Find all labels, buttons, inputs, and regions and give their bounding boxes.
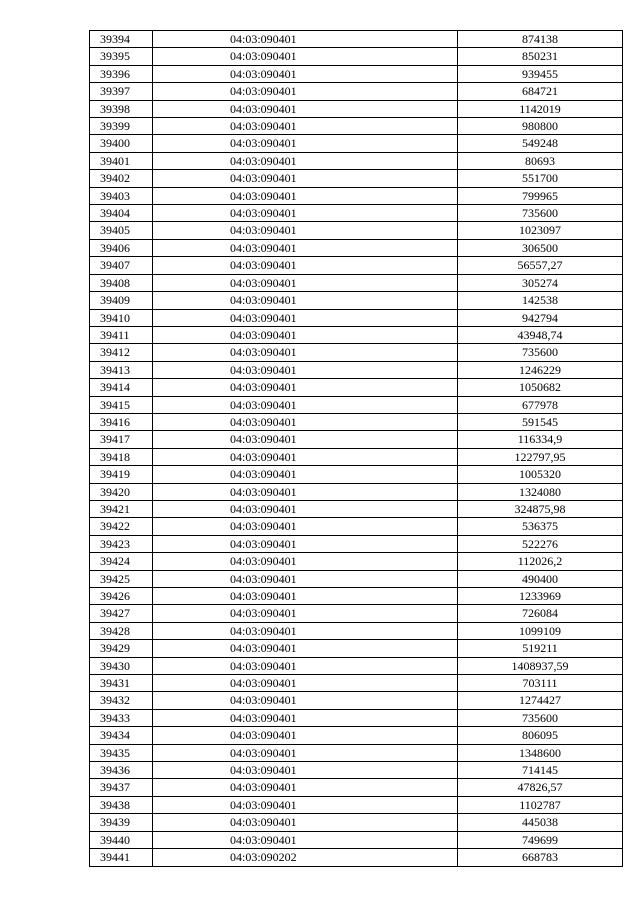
table-row [90, 100, 623, 117]
value-cell: 1324080 [458, 483, 623, 500]
cadastral-code-cell: 04:03:090401 [153, 239, 458, 256]
row-number-cell: 39402 [90, 170, 153, 187]
table-row [90, 222, 623, 239]
cadastral-code-cell: 04:03:090401 [153, 135, 458, 152]
value-cell: 980800 [458, 118, 623, 135]
row-number-cell: 39421 [90, 500, 153, 517]
row-number-cell: 39405 [90, 222, 153, 239]
table-row [90, 762, 623, 779]
value-cell: 735600 [458, 205, 623, 222]
value-cell: 749699 [458, 831, 623, 848]
cadastral-code-cell: 04:03:090401 [153, 466, 458, 483]
value-cell: 1005320 [458, 466, 623, 483]
value-cell: 1233969 [458, 588, 623, 605]
value-cell: 549248 [458, 135, 623, 152]
table-row [90, 413, 623, 430]
value-cell: 522276 [458, 535, 623, 552]
value-cell: 56557,27 [458, 257, 623, 274]
cadastral-code-cell: 04:03:090401 [153, 727, 458, 744]
row-number-cell: 39415 [90, 396, 153, 413]
row-number-cell: 39418 [90, 448, 153, 465]
table-row [90, 466, 623, 483]
value-cell: 714145 [458, 762, 623, 779]
row-number-cell: 39427 [90, 605, 153, 622]
cadastral-code-cell: 04:03:090401 [153, 622, 458, 639]
row-number-cell: 39412 [90, 344, 153, 361]
table-row [90, 535, 623, 552]
cadastral-code-cell: 04:03:090401 [153, 657, 458, 674]
row-number-cell: 39409 [90, 292, 153, 309]
value-cell: 735600 [458, 344, 623, 361]
value-cell: 80693 [458, 152, 623, 169]
row-number-cell: 39435 [90, 744, 153, 761]
table-row [90, 640, 623, 657]
value-cell: 1246229 [458, 361, 623, 378]
cadastral-code-cell: 04:03:090401 [153, 483, 458, 500]
row-number-cell: 39411 [90, 326, 153, 343]
row-number-cell: 39426 [90, 588, 153, 605]
cadastral-code-cell: 04:03:090401 [153, 187, 458, 204]
row-number-cell: 39416 [90, 413, 153, 430]
value-cell: 142538 [458, 292, 623, 309]
table-row [90, 239, 623, 256]
table-row [90, 448, 623, 465]
cadastral-code-cell: 04:03:090401 [153, 65, 458, 82]
table-row [90, 118, 623, 135]
row-number-cell: 39420 [90, 483, 153, 500]
table-row [90, 344, 623, 361]
table-row [90, 135, 623, 152]
value-cell: 551700 [458, 170, 623, 187]
data-table [89, 30, 623, 867]
value-cell: 939455 [458, 65, 623, 82]
table-row [90, 709, 623, 726]
row-number-cell: 39410 [90, 309, 153, 326]
value-cell: 306500 [458, 239, 623, 256]
row-number-cell: 39406 [90, 239, 153, 256]
table-row [90, 622, 623, 639]
row-number-cell: 39422 [90, 518, 153, 535]
row-number-cell: 39439 [90, 814, 153, 831]
row-number-cell: 39398 [90, 100, 153, 117]
value-cell: 47826,57 [458, 779, 623, 796]
table-row [90, 48, 623, 65]
value-cell: 490400 [458, 570, 623, 587]
row-number-cell: 39414 [90, 379, 153, 396]
row-number-cell: 39399 [90, 118, 153, 135]
cadastral-code-cell: 04:03:090401 [153, 500, 458, 517]
table-row [90, 518, 623, 535]
table-row [90, 187, 623, 204]
table-body [90, 31, 623, 867]
row-number-cell: 39403 [90, 187, 153, 204]
value-cell: 1142019 [458, 100, 623, 117]
table-row [90, 588, 623, 605]
table-row [90, 431, 623, 448]
cadastral-code-cell: 04:03:090401 [153, 344, 458, 361]
row-number-cell: 39401 [90, 152, 153, 169]
table-row [90, 657, 623, 674]
cadastral-code-cell: 04:03:090401 [153, 48, 458, 65]
cadastral-code-cell: 04:03:090401 [153, 100, 458, 117]
value-cell: 112026,2 [458, 553, 623, 570]
row-number-cell: 39408 [90, 274, 153, 291]
cadastral-code-cell: 04:03:090401 [153, 588, 458, 605]
row-number-cell: 39413 [90, 361, 153, 378]
value-cell: 445038 [458, 814, 623, 831]
cadastral-code-cell: 04:03:090401 [153, 535, 458, 552]
table-row [90, 205, 623, 222]
table-row [90, 814, 623, 831]
table-row [90, 309, 623, 326]
value-cell: 591545 [458, 413, 623, 430]
value-cell: 1102787 [458, 796, 623, 813]
table-row [90, 396, 623, 413]
value-cell: 942794 [458, 309, 623, 326]
cadastral-code-cell: 04:03:090401 [153, 170, 458, 187]
row-number-cell: 39433 [90, 709, 153, 726]
value-cell: 735600 [458, 709, 623, 726]
cadastral-code-cell: 04:03:090401 [153, 675, 458, 692]
table-row [90, 570, 623, 587]
cadastral-code-cell: 04:03:090401 [153, 118, 458, 135]
cadastral-code-cell: 04:03:090401 [153, 31, 458, 48]
cadastral-code-cell: 04:03:090401 [153, 222, 458, 239]
table-row [90, 675, 623, 692]
row-number-cell: 39419 [90, 466, 153, 483]
cadastral-code-cell: 04:03:090401 [153, 709, 458, 726]
value-cell: 1274427 [458, 692, 623, 709]
cadastral-code-cell: 04:03:090401 [153, 640, 458, 657]
value-cell: 324875,98 [458, 500, 623, 517]
cadastral-code-cell: 04:03:090401 [153, 396, 458, 413]
cadastral-code-cell: 04:03:090401 [153, 205, 458, 222]
cadastral-code-cell: 04:03:090401 [153, 361, 458, 378]
cadastral-code-cell: 04:03:090401 [153, 605, 458, 622]
table-row [90, 152, 623, 169]
row-number-cell: 39425 [90, 570, 153, 587]
value-cell: 726084 [458, 605, 623, 622]
cadastral-code-cell: 04:03:090401 [153, 796, 458, 813]
table-row [90, 379, 623, 396]
row-number-cell: 39429 [90, 640, 153, 657]
value-cell: 677978 [458, 396, 623, 413]
table-row [90, 65, 623, 82]
table-row [90, 605, 623, 622]
table-row [90, 796, 623, 813]
row-number-cell: 39431 [90, 675, 153, 692]
cadastral-code-cell: 04:03:090202 [153, 849, 458, 866]
row-number-cell: 39424 [90, 553, 153, 570]
table-row [90, 692, 623, 709]
value-cell: 668783 [458, 849, 623, 866]
value-cell: 703111 [458, 675, 623, 692]
table-row [90, 831, 623, 848]
cadastral-code-cell: 04:03:090401 [153, 814, 458, 831]
value-cell: 1023097 [458, 222, 623, 239]
value-cell: 850231 [458, 48, 623, 65]
table-row [90, 553, 623, 570]
table-row [90, 326, 623, 343]
table-row [90, 483, 623, 500]
row-number-cell: 39437 [90, 779, 153, 796]
value-cell: 1050682 [458, 379, 623, 396]
cadastral-code-cell: 04:03:090401 [153, 431, 458, 448]
row-number-cell: 39423 [90, 535, 153, 552]
table-row [90, 779, 623, 796]
table-row [90, 31, 623, 48]
row-number-cell: 39436 [90, 762, 153, 779]
table-row [90, 257, 623, 274]
value-cell: 519211 [458, 640, 623, 657]
row-number-cell: 39438 [90, 796, 153, 813]
cadastral-code-cell: 04:03:090401 [153, 744, 458, 761]
row-number-cell: 39417 [90, 431, 153, 448]
cadastral-code-cell: 04:03:090401 [153, 448, 458, 465]
value-cell: 536375 [458, 518, 623, 535]
table-row [90, 849, 623, 866]
value-cell: 1099109 [458, 622, 623, 639]
cadastral-code-cell: 04:03:090401 [153, 152, 458, 169]
row-number-cell: 39407 [90, 257, 153, 274]
value-cell: 43948,74 [458, 326, 623, 343]
cadastral-code-cell: 04:03:090401 [153, 292, 458, 309]
row-number-cell: 39432 [90, 692, 153, 709]
value-cell: 116334,9 [458, 431, 623, 448]
cadastral-code-cell: 04:03:090401 [153, 379, 458, 396]
cadastral-code-cell: 04:03:090401 [153, 779, 458, 796]
table-row [90, 83, 623, 100]
row-number-cell: 39395 [90, 48, 153, 65]
row-number-cell: 39440 [90, 831, 153, 848]
cadastral-code-cell: 04:03:090401 [153, 570, 458, 587]
row-number-cell: 39396 [90, 65, 153, 82]
value-cell: 874138 [458, 31, 623, 48]
value-cell: 799965 [458, 187, 623, 204]
table-row [90, 727, 623, 744]
cadastral-code-cell: 04:03:090401 [153, 518, 458, 535]
table-row [90, 274, 623, 291]
table-row [90, 292, 623, 309]
row-number-cell: 39404 [90, 205, 153, 222]
cadastral-code-cell: 04:03:090401 [153, 831, 458, 848]
row-number-cell: 39428 [90, 622, 153, 639]
value-cell: 122797,95 [458, 448, 623, 465]
cadastral-code-cell: 04:03:090401 [153, 326, 458, 343]
value-cell: 1348600 [458, 744, 623, 761]
table-row [90, 361, 623, 378]
value-cell: 1408937,59 [458, 657, 623, 674]
row-number-cell: 39430 [90, 657, 153, 674]
row-number-cell: 39394 [90, 31, 153, 48]
cadastral-code-cell: 04:03:090401 [153, 309, 458, 326]
table-row [90, 170, 623, 187]
row-number-cell: 39397 [90, 83, 153, 100]
row-number-cell: 39441 [90, 849, 153, 866]
cadastral-code-cell: 04:03:090401 [153, 257, 458, 274]
row-number-cell: 39434 [90, 727, 153, 744]
table-row [90, 500, 623, 517]
value-cell: 305274 [458, 274, 623, 291]
cadastral-code-cell: 04:03:090401 [153, 762, 458, 779]
cadastral-code-cell: 04:03:090401 [153, 553, 458, 570]
value-cell: 684721 [458, 83, 623, 100]
cadastral-code-cell: 04:03:090401 [153, 413, 458, 430]
value-cell: 806095 [458, 727, 623, 744]
cadastral-code-cell: 04:03:090401 [153, 83, 458, 100]
table-row [90, 744, 623, 761]
cadastral-code-cell: 04:03:090401 [153, 692, 458, 709]
cadastral-code-cell: 04:03:090401 [153, 274, 458, 291]
row-number-cell: 39400 [90, 135, 153, 152]
